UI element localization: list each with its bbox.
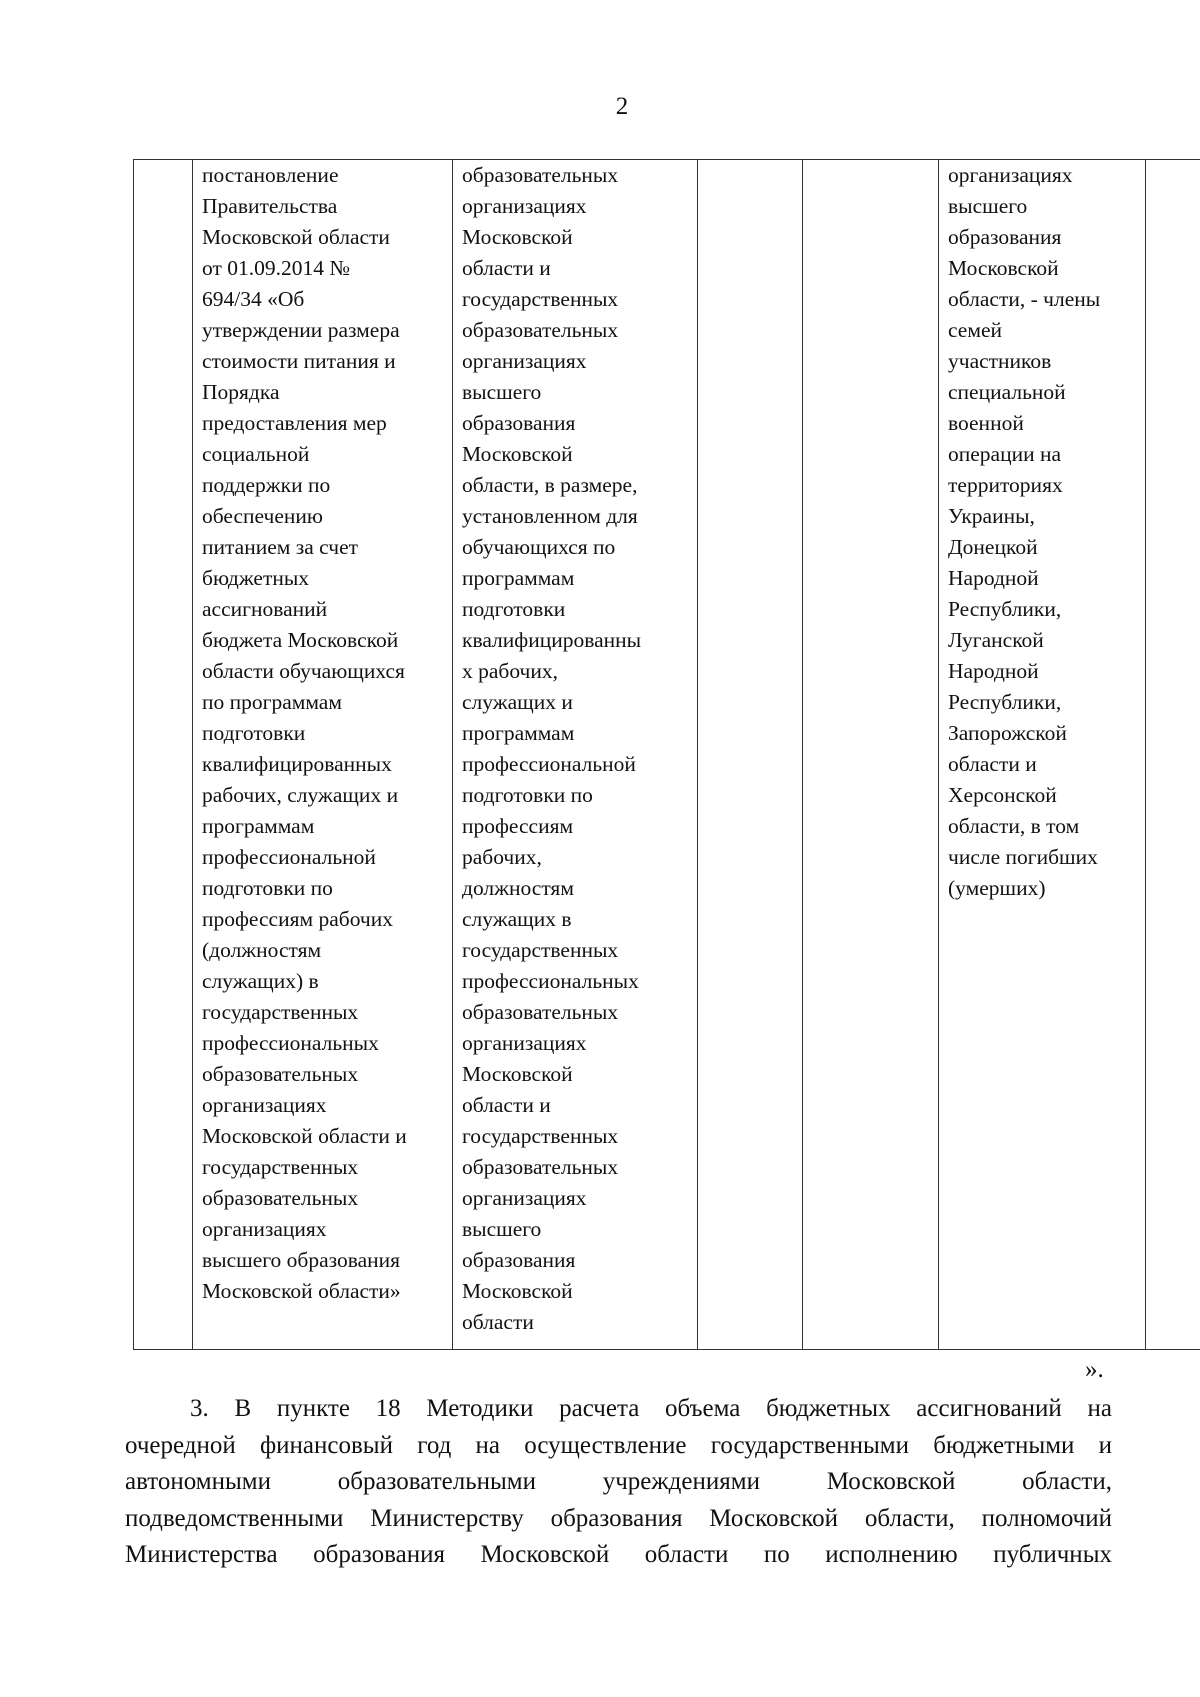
paragraph-line: Министерства образования Московской области по исполнению публичных [125, 1541, 1112, 1568]
paragraph-line: автономными образовательными учреждениями Московской области, [125, 1468, 1112, 1495]
table-row [134, 160, 1200, 1350]
paragraph-line: 3. В пункте 18 Методики расчета объема бюджетных ассигнований на [190, 1395, 1112, 1422]
closing-quote: ». [1085, 1356, 1104, 1383]
table-cell-4 [698, 160, 803, 1350]
page-number: 2 [615, 93, 629, 120]
table-cell-description: образовательных организациях Московской области и государственных образовательных организациях высшего образования Московской области, в размере, установленном для обучающихся по программам подготовки квалифицированны х рабочих, служащих и программам профессиональной подготовки по профессиям рабочих, должностям служащих в государственных профессиональных образовательных организациях Московской области и государственных образовательных организациях высшего образования Московской области [453, 160, 698, 1350]
paragraph-line: очередной финансовый год на осуществление государственными бюджетными и [125, 1431, 1112, 1459]
document-table [133, 159, 1200, 1350]
table-cell-5 [803, 160, 939, 1350]
table-cell-7 [1146, 160, 1200, 1350]
table-cell-regulation: постановление Правительства Московской области от 01.09.2014 № 694/34 «Об утверждении размера стоимости питания и Порядка предоставления мер социальной поддержки по обеспечению питанием за счет бюджетных ассигнований бюджета Московской области обучающихся по программам подготовки квалифицированных рабочих, служащих и программам профессиональной подготовки по профессиям рабочих (должностям служащих) в государственных профессиональных образовательных организациях Московской области и государственных образовательных организациях высшего образования Московской области» [193, 160, 453, 1350]
table-cell-recipients: организациях высшего образования Московской области, - члены семей участников специальной военной операции на территориях Украины, Донецкой Народной Республики, Луганской Народной Республики, Запорожской области и Херсонской области, в том числе погибших (умерших) [939, 160, 1146, 1350]
paragraph-line: подведомственными Министерству образования Московской области, полномочий [125, 1504, 1112, 1532]
table-cell-1 [134, 160, 193, 1350]
body-paragraph [125, 1391, 1112, 1574]
